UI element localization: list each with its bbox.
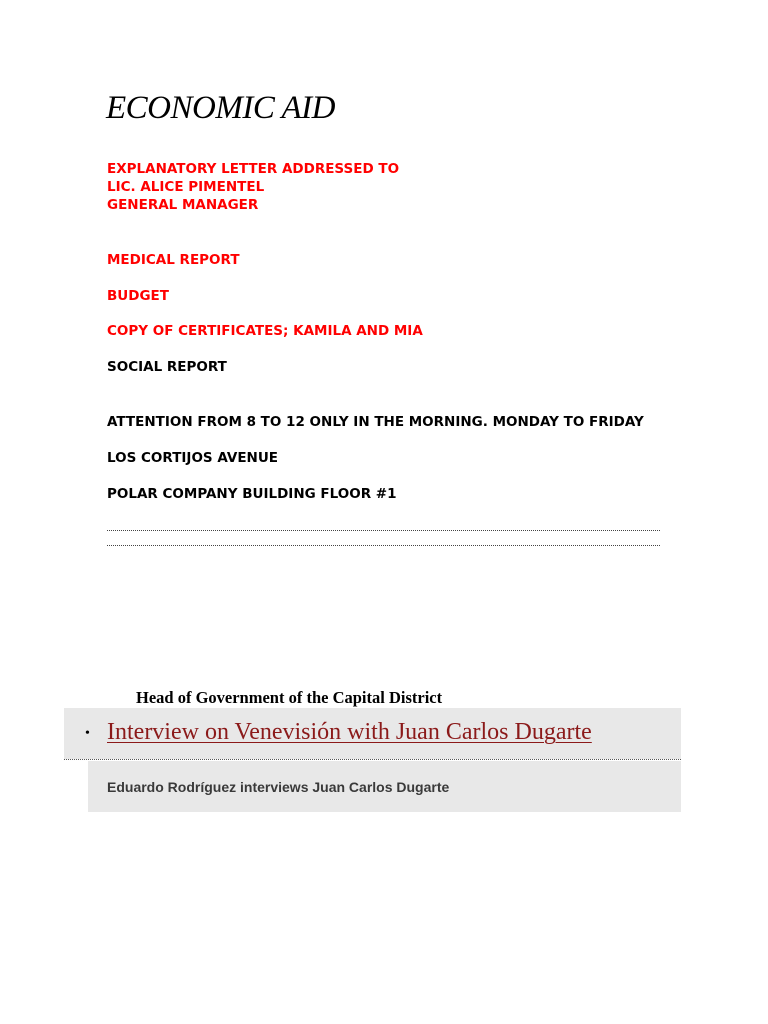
dotted-separator-1 <box>107 530 660 531</box>
news-headline-link[interactable]: Interview on Venevisión with Juan Carlos Dugarte <box>107 719 592 745</box>
news-caption: Eduardo Rodríguez interviews Juan Carlos Dugarte <box>107 779 450 795</box>
list-bullet: • <box>85 726 90 741</box>
info-avenue: LOS CORTIJOS AVENUE <box>107 450 279 466</box>
requirement-certificates: COPY OF CERTIFICATES; KAMILA AND MIA <box>107 323 423 339</box>
dotted-separator-2 <box>107 545 660 546</box>
news-divider <box>64 759 681 760</box>
address-line-1: EXPLANATORY LETTER ADDRESSED TO <box>107 161 400 177</box>
document-title: ECONOMIC AID <box>106 90 335 126</box>
address-line-3: GENERAL MANAGER <box>107 197 259 213</box>
requirement-medical-report: MEDICAL REPORT <box>107 252 240 268</box>
subhead-capital-district: Head of Government of the Capital District <box>136 688 443 707</box>
info-attention-hours: ATTENTION FROM 8 TO 12 ONLY IN THE MORNING. MONDAY TO FRIDAY <box>107 414 644 430</box>
requirement-social-report: SOCIAL REPORT <box>107 359 227 375</box>
address-line-2: LIC. ALICE PIMENTEL <box>107 179 265 195</box>
info-building: POLAR COMPANY BUILDING FLOOR #1 <box>107 486 397 502</box>
requirement-budget: BUDGET <box>107 288 169 304</box>
